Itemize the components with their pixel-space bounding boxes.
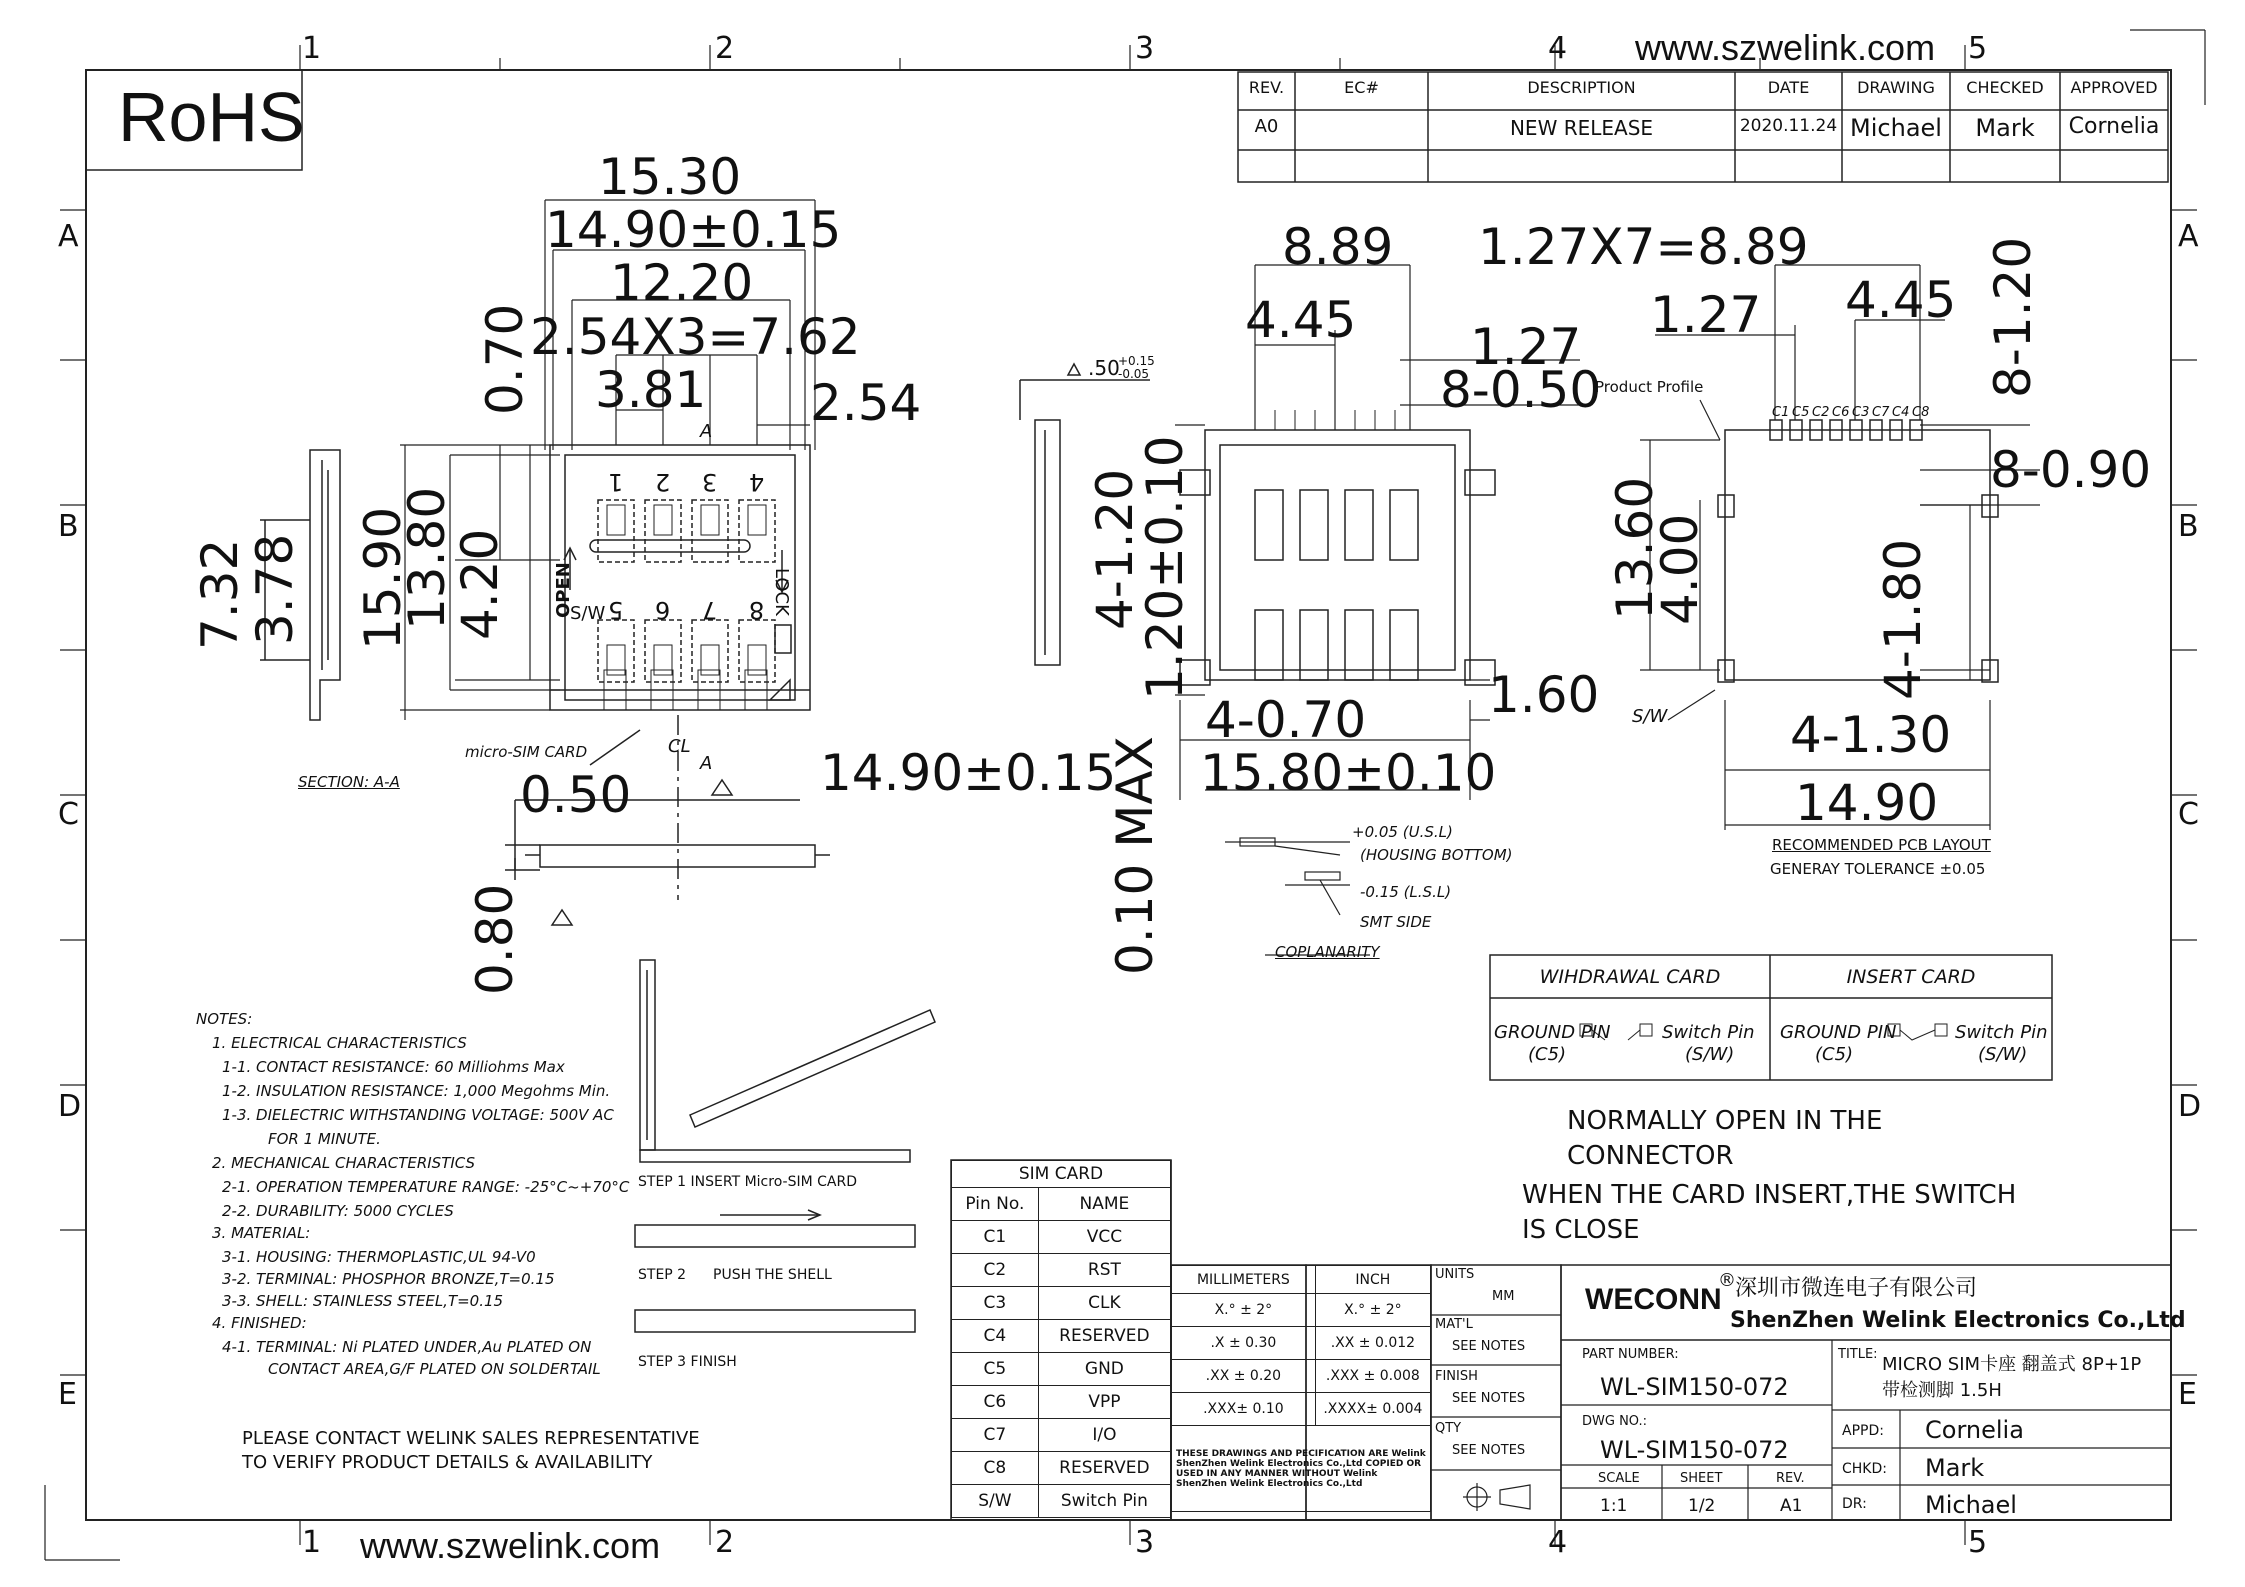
grid-col-4: 4 bbox=[1548, 31, 1568, 66]
tol-mm: .X ± 0.30 bbox=[1172, 1327, 1316, 1360]
company-cn: 深圳市微连电子有限公司 bbox=[1735, 1276, 1978, 1301]
micro-sim-label: micro-SIM CARD bbox=[465, 743, 588, 761]
sim-name: GND bbox=[1038, 1353, 1170, 1386]
dim-8-090: 8-0.90 bbox=[1990, 441, 2152, 499]
rev-rev: A0 bbox=[1254, 116, 1279, 137]
tb-scale: 1:1 bbox=[1600, 1496, 1628, 1516]
dim-7-32: 7.32 bbox=[191, 538, 249, 650]
tb-rev-label: REV. bbox=[1776, 1471, 1805, 1486]
rev-h-rev: REV. bbox=[1248, 78, 1285, 97]
dim-1-20-tol: 1.20±0.10 bbox=[1136, 435, 1194, 700]
dim-1-60: 1.60 bbox=[1488, 666, 1600, 724]
tol-inch: .XX ± 0.012 bbox=[1315, 1327, 1430, 1360]
dim-0-10-max: 0.10 MAX bbox=[1106, 736, 1164, 975]
dim-4-20: 4.20 bbox=[451, 528, 509, 640]
tb-chkd: Mark bbox=[1925, 1454, 1985, 1482]
grid-col-3-bottom: 3 bbox=[1135, 1525, 1155, 1560]
dim-13-60: 13.60 bbox=[1606, 476, 1664, 620]
tol-inch: X.° ± 2° bbox=[1315, 1294, 1430, 1327]
tb-title-2: 带检测脚 1.5H bbox=[1882, 1380, 2002, 1401]
website-bottom[interactable]: www.szwelink.com bbox=[360, 1525, 661, 1566]
grid-row-A: A bbox=[58, 219, 79, 254]
dim-2-54: 2.54 bbox=[810, 374, 922, 432]
rev-checked: Mark bbox=[1975, 114, 2035, 142]
label-a-top: A bbox=[700, 421, 713, 442]
sim-name: VPP bbox=[1038, 1386, 1170, 1419]
grid-col-1: 1 bbox=[302, 31, 322, 66]
pin-8: 8 bbox=[749, 596, 765, 624]
dim-12-20: 12.20 bbox=[610, 254, 754, 312]
sim-h-name: NAME bbox=[1038, 1188, 1170, 1221]
rev-approved: Cornelia bbox=[2068, 114, 2160, 139]
coplan-usl: +0.05 (U.S.L) bbox=[1352, 823, 1453, 841]
sim-table-title: SIM CARD bbox=[952, 1161, 1171, 1188]
dim-4-1-80: 4-1.80 bbox=[1874, 538, 1932, 700]
dim-3-78: 3.78 bbox=[246, 533, 304, 645]
grid-row-B: B bbox=[58, 509, 79, 544]
sim-pin: C6 bbox=[952, 1386, 1039, 1419]
tb-units: UNITS bbox=[1435, 1267, 1475, 1282]
tb-appd-label: APPD: bbox=[1842, 1423, 1884, 1439]
switch-w-c5: (C5) bbox=[1528, 1044, 1567, 1065]
switch-i-c5: (C5) bbox=[1815, 1044, 1854, 1065]
tol-mm: .XXX± 0.10 bbox=[1172, 1393, 1316, 1426]
pcb-layout-label: RECOMMENDED PCB LAYOUT bbox=[1772, 836, 1991, 854]
coplan-lsl: -0.15 (L.S.L) bbox=[1360, 883, 1452, 901]
coplan-housing: (HOUSING BOTTOM) bbox=[1360, 846, 1513, 864]
rohs-mark: RoHS bbox=[118, 78, 305, 156]
dim-0-80: 0.80 bbox=[466, 883, 524, 995]
dim-1-27-right: 1.27 bbox=[1650, 286, 1762, 344]
grid-col-1-bottom: 1 bbox=[302, 1525, 322, 1560]
tol-mm: X.° ± 2° bbox=[1172, 1294, 1316, 1327]
dim-4-070: 4-0.70 bbox=[1205, 691, 1367, 749]
tb-rev: A1 bbox=[1780, 1496, 1803, 1516]
tb-appd: Cornelia bbox=[1925, 1416, 2024, 1444]
dim-14-90-side: 14.90±0.15 bbox=[820, 744, 1117, 802]
sim-pin: C3 bbox=[952, 1287, 1039, 1320]
pin-2: 2 bbox=[655, 468, 671, 496]
note-1: 1. ELECTRICAL CHARACTERISTICS bbox=[212, 1034, 467, 1052]
pin-3: 3 bbox=[702, 468, 718, 496]
note-2-2: 2-2. DURABILITY: 5000 CYCLES bbox=[222, 1202, 454, 1220]
note-2: 2. MECHANICAL CHARACTERISTICS bbox=[212, 1154, 476, 1172]
dim-8-050: 8-0.50 bbox=[1440, 361, 1602, 419]
switch-i-sw: (S/W) bbox=[1978, 1044, 2028, 1065]
note-2-1: 2-1. OPERATION TEMPERATURE RANGE: -25°C~+70°C bbox=[222, 1178, 630, 1196]
sim-pin: C8 bbox=[952, 1452, 1039, 1485]
rev-h-approved: APPROVED bbox=[2070, 78, 2158, 97]
step-2: STEP 2 bbox=[638, 1267, 687, 1283]
tb-pn: WL-SIM150-072 bbox=[1600, 1373, 1789, 1401]
note-1-3: 1-3. DIELECTRIC WITHSTANDING VOLTAGE: 500V AC bbox=[222, 1106, 614, 1124]
dim-3-81: 3.81 bbox=[595, 361, 707, 419]
rev-h-desc: DESCRIPTION bbox=[1527, 78, 1636, 97]
dim-14-90: 14.90±0.15 bbox=[545, 201, 842, 259]
dim-15-30: 15.30 bbox=[598, 148, 742, 206]
rev-h-ec: EC# bbox=[1344, 78, 1379, 97]
notes-title: NOTES: bbox=[196, 1010, 253, 1028]
dim-4-45: 4.45 bbox=[1245, 291, 1357, 349]
tb-dwg-label: DWG NO.: bbox=[1582, 1414, 1648, 1429]
contact-line-1: PLEASE CONTACT WELINK SALES REPRESENTATIVE bbox=[242, 1428, 700, 1449]
sim-name: Switch Pin bbox=[1038, 1485, 1170, 1518]
pcb-pin-c1: C1 bbox=[1772, 405, 1790, 420]
rev-h-checked: CHECKED bbox=[1966, 78, 2044, 97]
tol-h-mm: MILLIMETERS bbox=[1172, 1266, 1316, 1294]
pcb-pin-c5: C5 bbox=[1792, 405, 1810, 420]
pcb-pin-c2: C2 bbox=[1812, 405, 1830, 420]
sim-name: CLK bbox=[1038, 1287, 1170, 1320]
switch-w-ground: GROUND PIN bbox=[1494, 1022, 1611, 1043]
sim-pin: C4 bbox=[952, 1320, 1039, 1353]
sim-pin: S/W bbox=[952, 1485, 1039, 1518]
label-a-bottom: A bbox=[700, 753, 713, 774]
sw-right-label: S/W bbox=[1632, 706, 1668, 727]
rev-drawing: Michael bbox=[1850, 114, 1942, 142]
contact-line-2: TO VERIFY PRODUCT DETAILS & AVAILABILITY bbox=[242, 1452, 653, 1473]
sim-pin: C2 bbox=[952, 1254, 1039, 1287]
note-4: 4. FINISHED: bbox=[212, 1314, 307, 1332]
rev-h-drawing: DRAWING bbox=[1857, 78, 1935, 97]
sim-name: RESERVED bbox=[1038, 1320, 1170, 1353]
rev-h-date: DATE bbox=[1767, 78, 1810, 97]
sim-name: RST bbox=[1038, 1254, 1170, 1287]
coplanarity-label: COPLANARITY bbox=[1275, 943, 1380, 961]
dim-15-90: 15.90 bbox=[354, 506, 412, 650]
grid-col-5-bottom: 5 bbox=[1968, 1525, 1988, 1560]
note-3-3: 3-3. SHELL: STAINLESS STEEL,T=0.15 bbox=[222, 1292, 504, 1310]
tol-h-inch: INCH bbox=[1315, 1266, 1430, 1294]
dim-4-45-right: 4.45 bbox=[1845, 271, 1957, 329]
tb-title-1: MICRO SIM卡座 翻盖式 8P+1P bbox=[1882, 1354, 2142, 1375]
pcb-pin-c6: C6 bbox=[1832, 405, 1850, 420]
sw-left-label: S/W bbox=[570, 603, 606, 624]
pcb-tolerance: GENERAY TOLERANCE ±0.05 bbox=[1770, 860, 1986, 878]
dim-2-54x3: 2.54X3=7.62 bbox=[530, 308, 861, 366]
company-en: ShenZhen Welink Electronics Co.,Ltd bbox=[1730, 1308, 2186, 1333]
note-4-1b: CONTACT AREA,G/F PLATED ON SOLDERTAIL bbox=[268, 1360, 601, 1378]
flatness-value: .50 bbox=[1088, 356, 1120, 380]
pcb-pin-c3: C3 bbox=[1852, 405, 1870, 420]
grid-row-E: E bbox=[58, 1377, 77, 1412]
grid-row-B-right: B bbox=[2178, 509, 2199, 544]
tb-pn-label: PART NUMBER: bbox=[1582, 1347, 1679, 1362]
tb-units-value: MM bbox=[1492, 1289, 1515, 1304]
tb-title-label: TITLE: bbox=[1838, 1347, 1878, 1362]
coplan-smt: SMT SIDE bbox=[1360, 913, 1432, 931]
tb-dwg: WL-SIM150-072 bbox=[1600, 1436, 1789, 1464]
note-3-2: 3-2. TERMINAL: PHOSPHOR BRONZE,T=0.15 bbox=[222, 1270, 555, 1288]
pcb-pin-c4: C4 bbox=[1892, 405, 1910, 420]
step-2-push: PUSH THE SHELL bbox=[713, 1267, 832, 1283]
dim-4-00: 4.00 bbox=[1651, 513, 1709, 625]
sim-name: I/O bbox=[1038, 1419, 1170, 1452]
grid-col-2: 2 bbox=[715, 31, 735, 66]
switch-w-swpin: Switch Pin bbox=[1662, 1022, 1755, 1043]
tb-qty: QTY bbox=[1435, 1421, 1462, 1436]
pcb-pin-c8: C8 bbox=[1912, 405, 1930, 420]
tb-qty-value: SEE NOTES bbox=[1452, 1443, 1526, 1458]
flatness-tol-bottom: -0.05 bbox=[1118, 367, 1150, 381]
grid-row-D: D bbox=[58, 1089, 82, 1124]
switch-note-3: WHEN THE CARD INSERT,THE SWITCH bbox=[1522, 1180, 2017, 1210]
switch-i-ground: GROUND PIN bbox=[1780, 1022, 1897, 1043]
note-1-1: 1-1. CONTACT RESISTANCE: 60 Milliohms Max bbox=[222, 1058, 565, 1076]
switch-i-swpin: Switch Pin bbox=[1955, 1022, 2048, 1043]
tb-dr-label: DR: bbox=[1842, 1496, 1867, 1512]
sim-pin: C1 bbox=[952, 1221, 1039, 1254]
rev-desc: NEW RELEASE bbox=[1509, 116, 1654, 140]
dim-15-80: 15.80±0.10 bbox=[1200, 744, 1497, 802]
sim-pin: C5 bbox=[952, 1353, 1039, 1386]
pcb-pin-c7: C7 bbox=[1872, 405, 1890, 420]
dim-8-120: 8-1.20 bbox=[1984, 236, 2042, 398]
grid-row-A-right: A bbox=[2178, 219, 2199, 254]
tb-finish: FINISH bbox=[1435, 1369, 1478, 1384]
tb-chkd-label: CHKD: bbox=[1842, 1461, 1887, 1477]
note-3: 3. MATERIAL: bbox=[212, 1224, 311, 1242]
sim-h-pin: Pin No. bbox=[952, 1188, 1039, 1221]
dim-14-90-pcb: 14.90 bbox=[1795, 774, 1939, 832]
tol-inch: .XXX ± 0.008 bbox=[1315, 1360, 1430, 1393]
switch-h-withdrawal: WIHDRAWAL CARD bbox=[1539, 966, 1721, 988]
tb-dr: Michael bbox=[1925, 1491, 2017, 1519]
tb-matl-value: SEE NOTES bbox=[1452, 1339, 1526, 1354]
tol-inch: .XXXX± 0.004 bbox=[1315, 1393, 1430, 1426]
dim-13-80: 13.80 bbox=[398, 486, 456, 630]
tb-matl: MAT'L bbox=[1435, 1317, 1473, 1332]
pin-6: 6 bbox=[655, 596, 671, 624]
grid-col-4-bottom: 4 bbox=[1548, 1525, 1568, 1560]
dim-4-1-20: 4-1.20 bbox=[1086, 468, 1144, 630]
pin-5: 5 bbox=[608, 596, 624, 624]
grid-col-5: 5 bbox=[1968, 31, 1988, 66]
lock-label: LOCK bbox=[771, 568, 792, 616]
pin-7: 7 bbox=[702, 596, 718, 624]
dim-8-89: 8.89 bbox=[1282, 218, 1394, 276]
sim-name: RESERVED bbox=[1038, 1452, 1170, 1485]
switch-w-sw: (S/W) bbox=[1685, 1044, 1735, 1065]
dim-4-1-30: 4-1.30 bbox=[1790, 706, 1952, 764]
dim-0-70: 0.70 bbox=[476, 303, 534, 415]
sim-pin: C7 bbox=[952, 1419, 1039, 1452]
registered-mark: ® bbox=[1718, 1270, 1736, 1291]
dim-0-50: 0.50 bbox=[520, 766, 632, 824]
grid-col-2-bottom: 2 bbox=[715, 1525, 735, 1560]
grid-col-3: 3 bbox=[1135, 31, 1155, 66]
switch-h-insert: INSERT CARD bbox=[1846, 966, 1976, 988]
switch-note-4: IS CLOSE bbox=[1522, 1215, 1640, 1245]
dim-1-27: 1.27 bbox=[1470, 318, 1582, 376]
tolerance-table bbox=[1171, 1265, 1431, 1512]
pin-1: 1 bbox=[608, 468, 624, 496]
grid-row-E-right: E bbox=[2178, 1377, 2197, 1412]
step-1: STEP 1 INSERT Micro-SIM CARD bbox=[638, 1174, 857, 1190]
grid-row-C: C bbox=[58, 797, 79, 832]
sim-card-table bbox=[951, 1160, 1171, 1518]
tb-finish-value: SEE NOTES bbox=[1452, 1391, 1526, 1406]
flatness-tol-top: +0.15 bbox=[1118, 354, 1155, 368]
step-3: STEP 3 FINISH bbox=[638, 1354, 737, 1370]
weconn-logo: WECONN bbox=[1585, 1283, 1722, 1316]
tb-sheet-label: SHEET bbox=[1680, 1471, 1723, 1486]
open-label: OPEN bbox=[553, 562, 574, 618]
website-top[interactable]: www.szwelink.com bbox=[1635, 27, 1936, 68]
note-1-2: 1-2. INSULATION RESISTANCE: 1,000 Megohms Min. bbox=[222, 1082, 611, 1100]
grid-row-C-right: C bbox=[2178, 797, 2199, 832]
note-3-1: 3-1. HOUSING: THERMOPLASTIC,UL 94-V0 bbox=[222, 1248, 536, 1266]
pin-4: 4 bbox=[749, 468, 765, 496]
legal-notice: THESE DRAWINGS AND PECIFICATION ARE Welink ShenZhen Welink Electronics Co.,Ltd COPIED OR USED IN ANY MANNER WITHOUT Welink ShenZhen Welink Electronics Co.,Ltd bbox=[1172, 1426, 1431, 1512]
switch-note-2: CONNECTOR bbox=[1567, 1141, 1734, 1171]
product-profile: Product Profile bbox=[1595, 378, 1704, 396]
tb-scale-label: SCALE bbox=[1598, 1471, 1640, 1486]
sim-name: VCC bbox=[1038, 1221, 1170, 1254]
grid-row-D-right: D bbox=[2178, 1089, 2202, 1124]
note-1-3b: FOR 1 MINUTE. bbox=[268, 1130, 381, 1148]
section-aa: SECTION: A-A bbox=[298, 773, 400, 791]
tol-mm: .XX ± 0.20 bbox=[1172, 1360, 1316, 1393]
cl-label: CL bbox=[668, 736, 691, 757]
dim-1-27x7: 1.27X7=8.89 bbox=[1478, 218, 1809, 276]
note-4-1: 4-1. TERMINAL: Ni PLATED UNDER,Au PLATED ON bbox=[222, 1338, 592, 1356]
rev-date: 2020.11.24 bbox=[1739, 116, 1838, 136]
switch-note-1: NORMALLY OPEN IN THE bbox=[1567, 1106, 1883, 1136]
tb-sheet: 1/2 bbox=[1688, 1496, 1716, 1516]
